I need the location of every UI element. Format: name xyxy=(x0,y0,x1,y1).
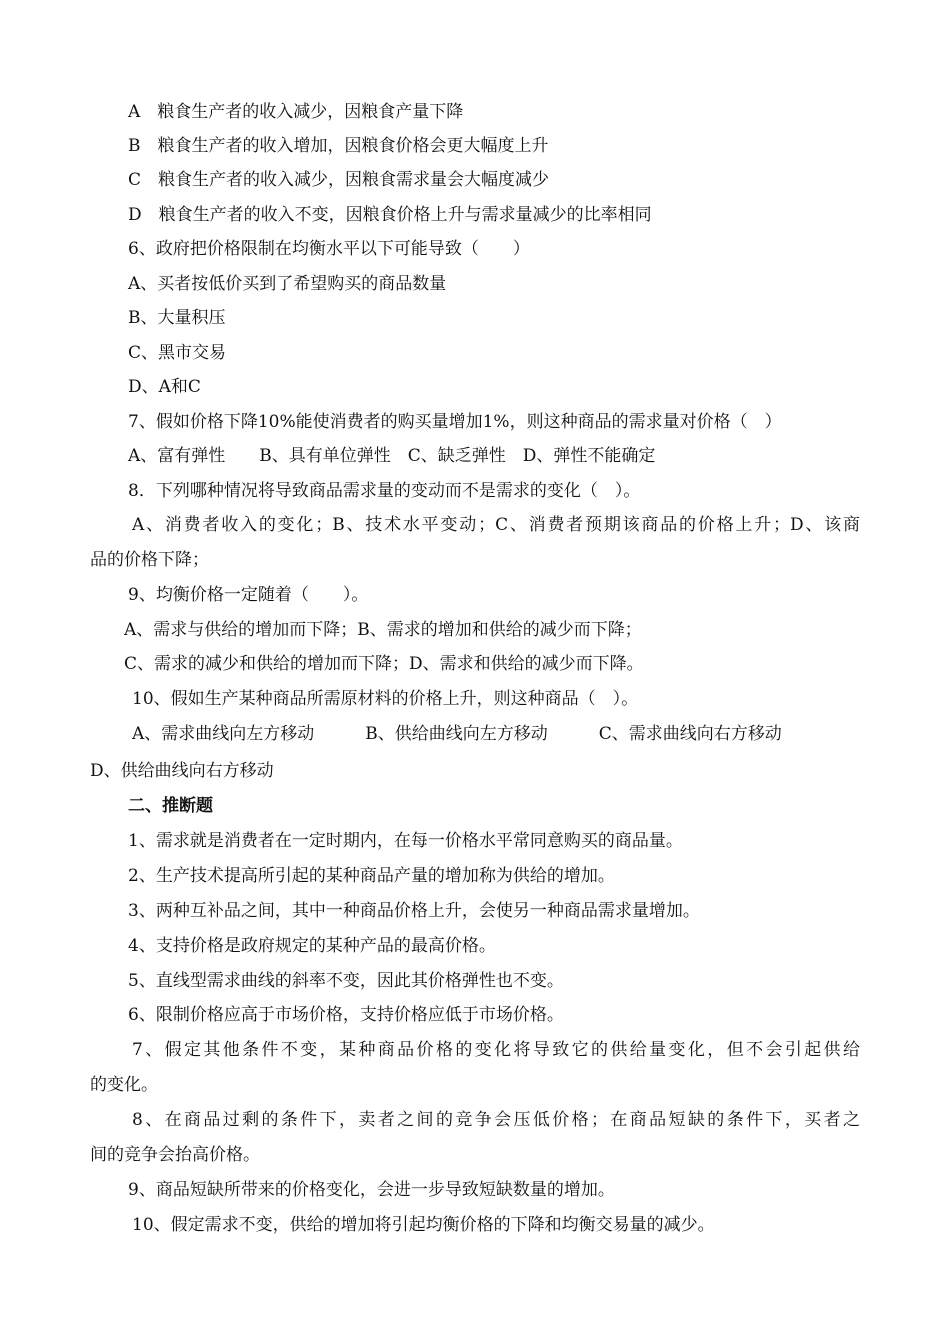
q9-options-line-2: C、需求的减少和供给的增加而下降；D、需求和供给的减少而下降。 xyxy=(124,654,644,674)
option-a-line: A 粮食生产者的收入减少，因粮食产量下降 xyxy=(128,102,464,122)
judgment-7-line-1: 7、假定其他条件不变，某种商品价格的变化将导致它的供给量变化，但不会引起供给 xyxy=(132,1040,860,1060)
q6-option-a: A、买者按低价买到了希望购买的商品数量 xyxy=(128,274,447,294)
question-9: 9、均衡价格一定随着（ ）。 xyxy=(128,585,369,605)
question-7: 7、假如价格下降10%能使消费者的购买量增加1%，则这种商品的需求量对价格（ ） xyxy=(128,412,782,432)
q8-options-line-1: A、消费者收入的变化；B、技术水平变动；C、消费者预期该商品的价格上升；D、该商 xyxy=(132,515,860,535)
judgment-10: 10、假定需求不变，供给的增加将引起均衡价格的下降和均衡交易量的减少。 xyxy=(132,1215,715,1235)
option-b-line: B 粮食生产者的收入增加，因粮食价格会更大幅度上升 xyxy=(128,136,549,156)
question-6: 6、政府把价格限制在均衡水平以下可能导致（ ） xyxy=(128,239,530,259)
judgment-2: 2、生产技术提高所引起的某种商品产量的增加称为供给的增加。 xyxy=(128,866,615,886)
option-d-line: D 粮食生产者的收入不变，因粮食价格上升与需求量减少的比率相同 xyxy=(128,205,652,225)
judgment-8-line-1: 8、在商品过剩的条件下，卖者之间的竞争会压低价格；在商品短缺的条件下，买者之 xyxy=(132,1110,860,1130)
q6-option-b: B、大量积压 xyxy=(128,308,226,328)
question-8: 8．下列哪种情况将导致商品需求量的变动而不是需求的变化（ ）。 xyxy=(128,481,641,501)
judgment-7-line-2: 的变化。 xyxy=(90,1075,158,1095)
judgment-3: 3、两种互补品之间，其中一种商品价格上升，会使另一种商品需求量增加。 xyxy=(128,901,700,921)
option-c-line: C 粮食生产者的收入减少，因粮食需求量会大幅度减少 xyxy=(128,170,550,190)
question-10: 10、假如生产某种商品所需原材料的价格上升，则这种商品（ ）。 xyxy=(132,689,639,709)
q6-option-d: D、A和C xyxy=(128,377,201,397)
q7-options: A、富有弹性 B、具有单位弹性 C、缺乏弹性 D、弹性不能确定 xyxy=(128,446,656,466)
section-heading: 二、推断题 xyxy=(128,796,213,816)
q6-option-c: C、黑市交易 xyxy=(128,343,227,363)
judgment-8-line-2: 间的竞争会抬高价格。 xyxy=(90,1145,260,1165)
q10-options-line-2: D、供给曲线向右方移动 xyxy=(90,761,274,781)
judgment-5: 5、直线型需求曲线的斜率不变，因此其价格弹性也不变。 xyxy=(128,971,564,991)
judgment-6: 6、限制价格应高于市场价格，支持价格应低于市场价格。 xyxy=(128,1005,564,1025)
judgment-4: 4、支持价格是政府规定的某种产品的最高价格。 xyxy=(128,936,496,956)
q10-options-line-1: A、需求曲线向左方移动 B、供给曲线向左方移动 C、需求曲线向右方移动 xyxy=(132,724,782,744)
judgment-9: 9、商品短缺所带来的价格变化，会进一步导致短缺数量的增加。 xyxy=(128,1180,615,1200)
judgment-1: 1、需求就是消费者在一定时期内，在每一价格水平常同意购买的商品量。 xyxy=(128,831,683,851)
q8-options-line-2: 品的价格下降； xyxy=(90,550,209,570)
q9-options-line-1: A、需求与供给的增加而下降；B、需求的增加和供给的减少而下降； xyxy=(124,620,642,640)
